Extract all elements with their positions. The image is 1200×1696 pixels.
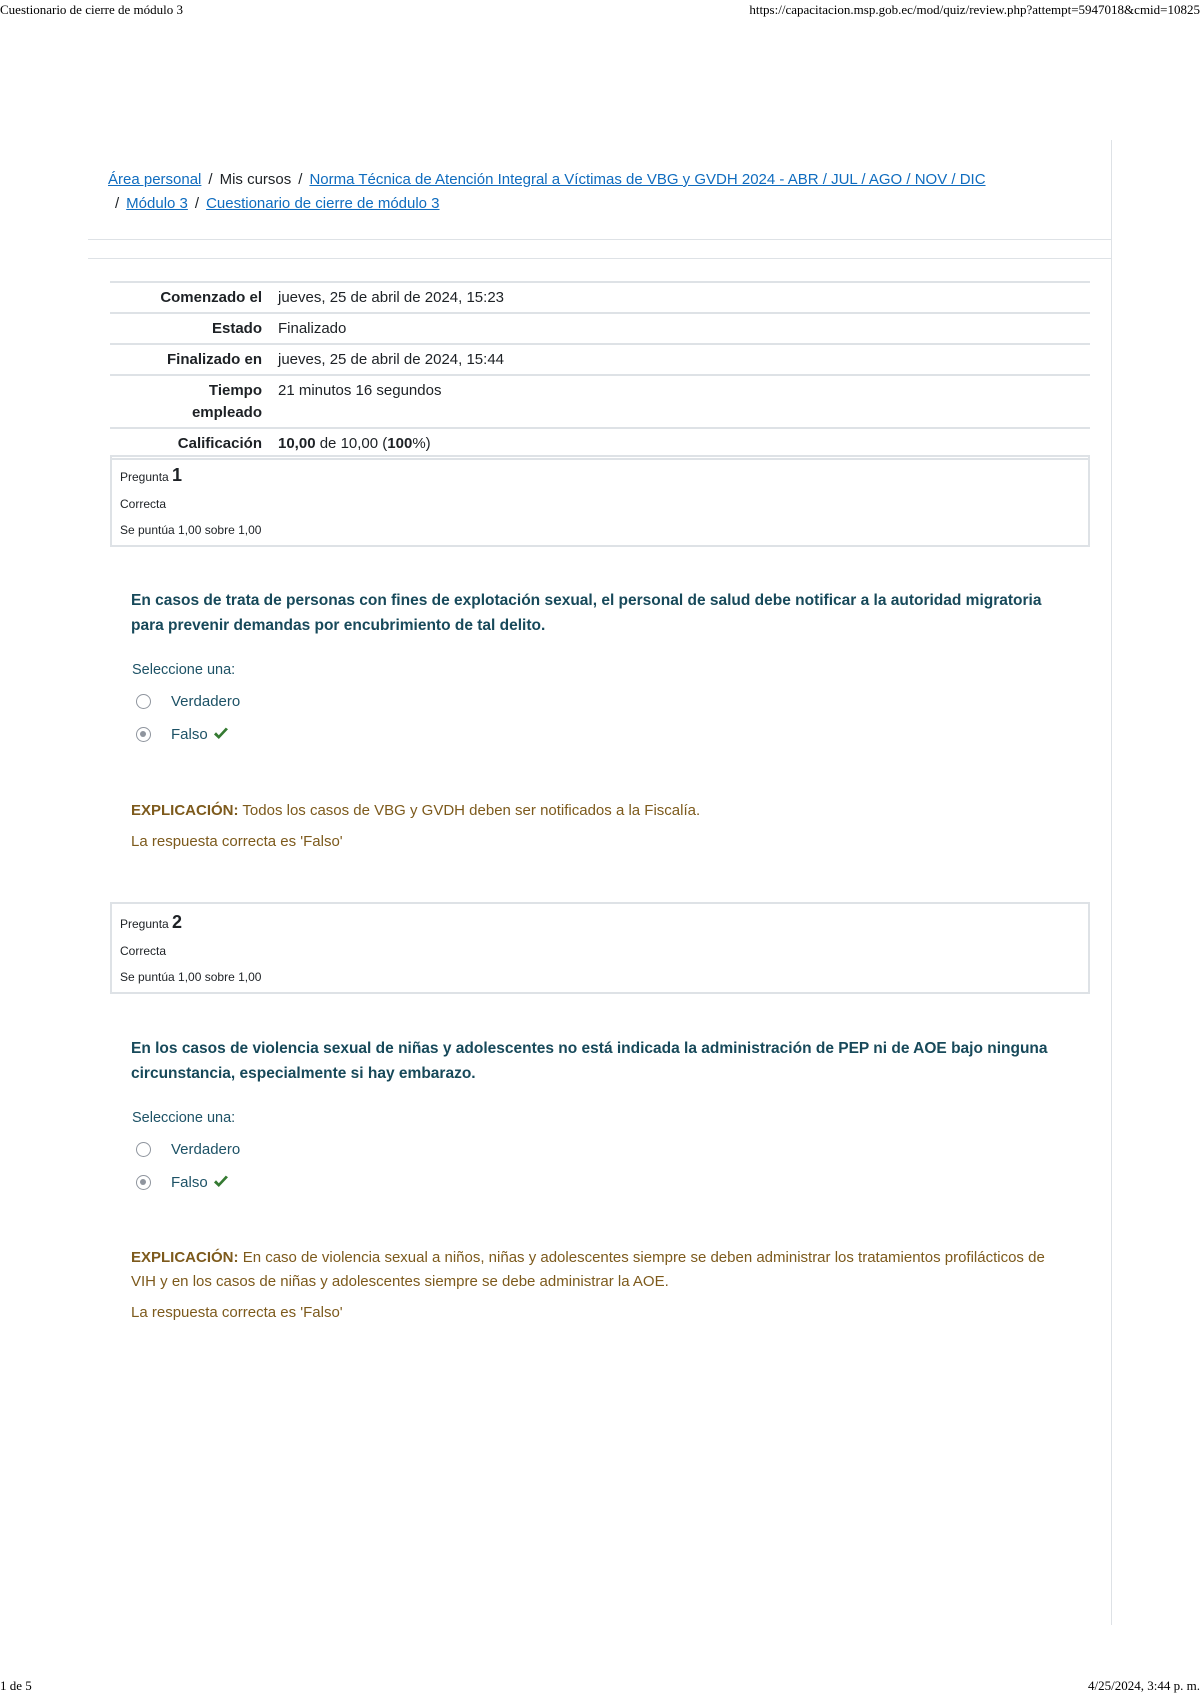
radio-unchecked-icon[interactable] <box>136 1142 151 1157</box>
summary-row-finished <box>110 344 1090 375</box>
question-2-option-verdadero[interactable] <box>136 1138 240 1160</box>
grade-percent: 100 <box>387 435 413 452</box>
question-1-option-label: Falso <box>171 725 208 743</box>
summary-row-started <box>110 282 1090 313</box>
question-1-score: Se puntúa 1,00 sobre 1,00 <box>120 523 262 537</box>
radio-checked-icon[interactable] <box>136 727 151 742</box>
breadcrumb-course[interactable]: Norma Técnica de Atención Integral a Víctimas de VBG y GVDH 2024 - ABR / JUL / AGO / NOV / DIC <box>309 171 986 188</box>
grade-score: 10,00 <box>278 435 316 452</box>
question-1-option-falso[interactable] <box>136 723 229 745</box>
question-2-number: 2 <box>172 912 183 932</box>
radio-unchecked-icon[interactable] <box>136 694 151 709</box>
explanation-label: EXPLICACIÓN: <box>131 802 239 819</box>
breadcrumb <box>108 168 1068 216</box>
print-url: https://capacitacion.msp.gob.ec/mod/quiz/review.php?attempt=5947018&cmid=10825 <box>749 2 1200 17</box>
question-2-option-label: Verdadero <box>171 1140 241 1158</box>
question-2-option-label: Falso <box>171 1173 208 1191</box>
question-2-text: En los casos de violencia sexual de niñas y adolescentes no está indicada la administración de PEP ni de AOE bajo ninguna circunstancia, especialmente si hay embarazo. <box>131 1040 1048 1082</box>
summary-row-time <box>110 375 1090 428</box>
breadcrumb-separator: / <box>208 171 213 188</box>
question-2-prompt: Seleccione una: <box>132 1110 236 1126</box>
explanation-label: EXPLICACIÓN: <box>131 1249 239 1266</box>
print-title: Cuestionario de cierre de módulo 3 <box>0 2 184 17</box>
question-1-info <box>110 455 1090 547</box>
explanation-text: Todos los casos de VBG y GVDH deben ser notificados a la Fiscalía. <box>242 802 701 819</box>
question-1-status: Correcta <box>120 497 167 511</box>
breadcrumb-quiz[interactable]: Cuestionario de cierre de módulo 3 <box>206 195 440 212</box>
question-1-prompt: Seleccione una: <box>132 662 236 678</box>
radio-checked-icon[interactable] <box>136 1175 151 1190</box>
check-icon <box>213 1175 229 1189</box>
grade-label: Calificación <box>110 428 270 459</box>
print-page-number: 1 de 5 <box>0 1678 32 1693</box>
started-value: jueves, 25 de abril de 2024, 15:23 <box>270 282 1090 313</box>
summary-row-state <box>110 313 1090 344</box>
breadcrumb-separator: / <box>298 171 303 188</box>
breadcrumb-separator: / <box>115 195 120 212</box>
question-1-correct-answer: La respuesta correcta es 'Falso' <box>131 833 343 850</box>
time-label-line-1: Tiempo <box>208 382 262 399</box>
question-2-info <box>110 902 1090 994</box>
check-icon <box>213 727 229 741</box>
question-2-option-falso[interactable] <box>136 1171 229 1193</box>
question-2-label: Pregunta <box>120 917 169 931</box>
question-1-text: En casos de trata de personas con fines de explotación sexual, el personal de salud debe notificar a la autoridad migratoria para prevenir demandas por encubrimiento de tal delito. <box>131 592 1042 634</box>
breadcrumb-area-personal[interactable]: Área personal <box>108 171 202 188</box>
grade-rest: de 10,00 ( <box>319 435 388 452</box>
question-2-number-line <box>120 912 1080 938</box>
print-datetime: 4/25/2024, 3:44 p. m. <box>1088 1678 1200 1693</box>
started-label: Comenzado el <box>110 282 270 313</box>
breadcrumb-mis-cursos: Mis cursos <box>219 171 292 188</box>
state-label: Estado <box>110 313 270 344</box>
explanation-text: En caso de violencia sexual a niños, niñas y adolescentes siempre se deben administrar los tratamientos profilácticos de VIH y en los casos de niñas y adolescentes siempre se debe administrar la AOE. <box>131 1249 1045 1290</box>
card-border <box>1111 140 1112 1625</box>
question-1-option-verdadero[interactable] <box>136 690 240 712</box>
print-header <box>0 2 1200 20</box>
print-footer <box>0 1678 1200 1696</box>
question-2-correct-answer: La respuesta correcta es 'Falso' <box>131 1304 343 1321</box>
breadcrumb-module[interactable]: Módulo 3 <box>126 195 188 212</box>
question-1-option-label: Verdadero <box>171 692 241 710</box>
grade-close: %) <box>412 435 431 452</box>
question-1-label: Pregunta <box>120 470 169 484</box>
state-value: Finalizado <box>270 313 1090 344</box>
question-2-score: Se puntúa 1,00 sobre 1,00 <box>120 970 262 984</box>
question-2-status: Correcta <box>120 944 167 958</box>
question-1-number-line <box>120 465 1080 491</box>
breadcrumb-separator: / <box>194 195 200 212</box>
question-1-explanation <box>131 799 1071 823</box>
finished-value: jueves, 25 de abril de 2024, 15:44 <box>270 344 1090 375</box>
attempt-summary-table <box>110 281 1090 460</box>
finished-label: Finalizado en <box>110 344 270 375</box>
breadcrumb-container <box>88 140 1112 240</box>
time-label-line-2: empleado <box>191 404 262 421</box>
time-value: 21 minutos 16 segundos <box>270 375 1090 428</box>
content-divider <box>88 258 1112 259</box>
question-2-explanation <box>131 1246 1071 1294</box>
question-1-number: 1 <box>172 465 183 485</box>
time-label <box>110 375 270 428</box>
